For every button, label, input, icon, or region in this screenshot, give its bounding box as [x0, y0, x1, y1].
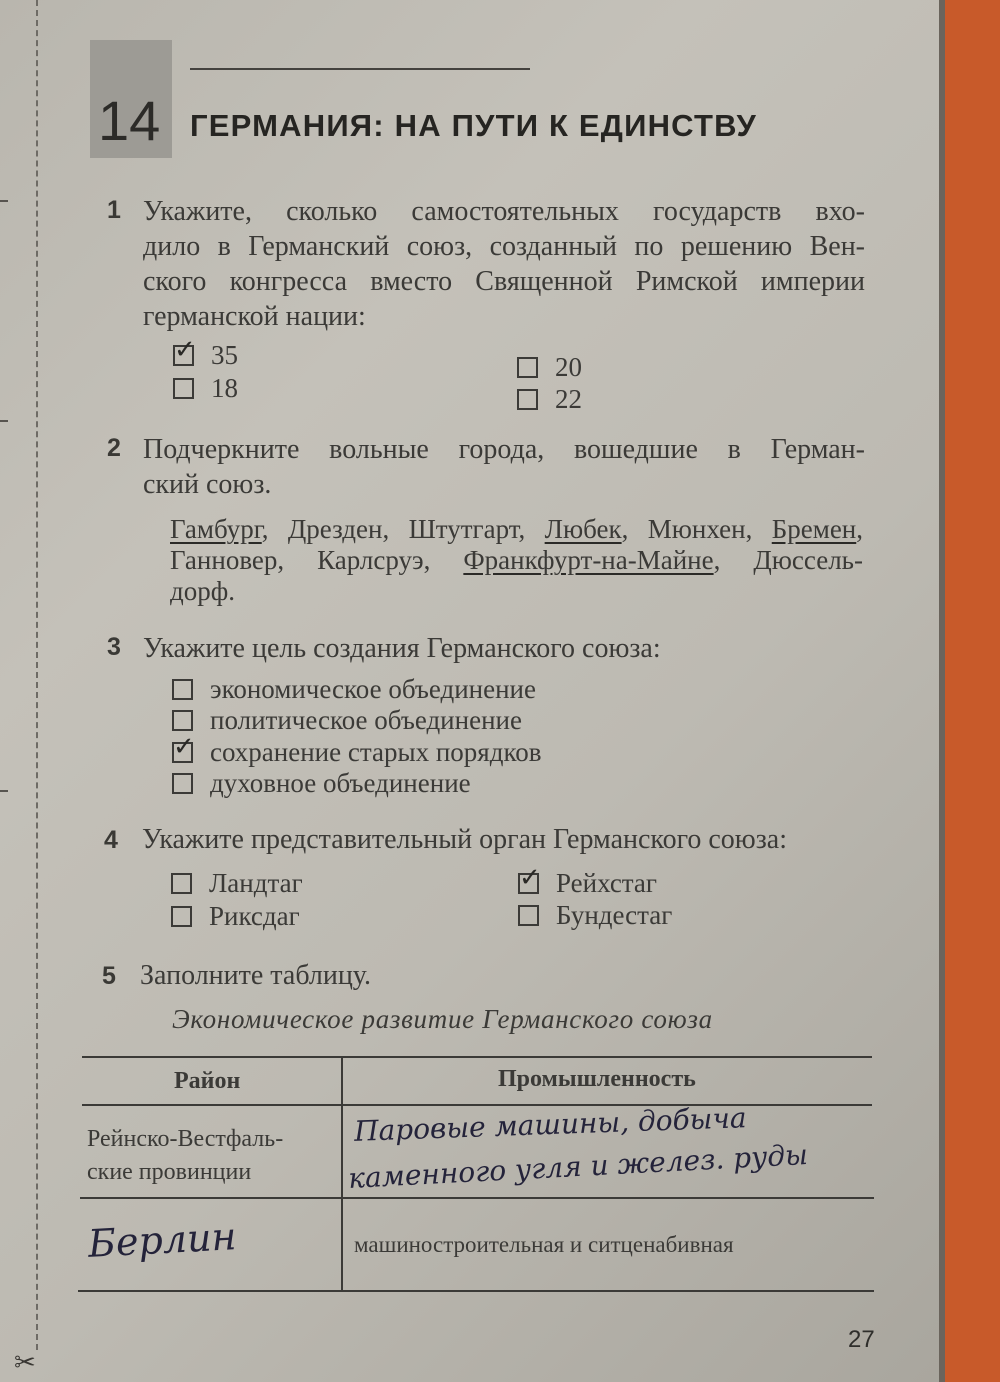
- margin-tick: [0, 420, 8, 422]
- margin-tick: [0, 790, 8, 792]
- question-text: Укажите представительный орган Германского союза:: [142, 824, 787, 855]
- option-checkbox-riksdag[interactable]: [171, 901, 300, 932]
- question-number: 2: [107, 434, 121, 462]
- handwritten-answer[interactable]: Паровые машины, добыча: [353, 1101, 748, 1148]
- city-list-line: [170, 545, 863, 576]
- handwritten-answer[interactable]: Берлин: [86, 1214, 238, 1266]
- question-text-line: дило в Германский союз, созданный по решению Вен-: [143, 231, 865, 262]
- question-text: Укажите цель создания Германского союза:: [143, 633, 661, 664]
- city-text: Ганновер, Карлсруэ,: [170, 545, 464, 575]
- table-rule: [82, 1104, 872, 1106]
- option-label: Ландтаг: [209, 868, 303, 898]
- option-label: политическое объединение: [210, 705, 522, 735]
- checkbox-checked-icon[interactable]: [518, 873, 539, 894]
- option-checkbox-22[interactable]: [517, 384, 582, 415]
- table-column-divider: [341, 1056, 343, 1290]
- city-text: дорф.: [170, 576, 235, 606]
- option-label: Рейхстаг: [556, 868, 657, 898]
- option-label: Бундестаг: [556, 900, 673, 930]
- checkbox-icon[interactable]: [172, 710, 193, 731]
- question-number: 3: [107, 633, 121, 661]
- checkbox-icon[interactable]: [173, 378, 194, 399]
- question-text-line: ского конгресса вместо Священной Римской империи: [143, 266, 865, 297]
- checkbox-checked-icon[interactable]: [172, 742, 193, 763]
- city-lubeck[interactable]: Любек: [544, 514, 622, 544]
- checkbox-icon[interactable]: [517, 357, 538, 378]
- margin-tick: [0, 200, 8, 202]
- page-title: ГЕРМАНИЯ: НА ПУТИ К ЕДИНСТВУ: [190, 108, 758, 143]
- table-rule: [78, 1290, 874, 1292]
- city-hamburg[interactable]: Гамбург: [170, 514, 262, 544]
- option-checkbox-bundestag[interactable]: [518, 900, 672, 931]
- cell-industry: машиностроительная и ситценабивная: [354, 1232, 734, 1257]
- question-number: 4: [104, 826, 118, 854]
- cell-region: Рейнско-Вестфаль-: [87, 1126, 284, 1152]
- option-checkbox-landtag[interactable]: [171, 868, 303, 899]
- table-rule: [80, 1197, 874, 1199]
- option-label: сохранение старых порядков: [210, 737, 542, 767]
- option-checkbox-20[interactable]: [517, 352, 582, 383]
- lesson-number-box: [90, 40, 172, 158]
- header-industry: Промышленность: [498, 1066, 696, 1092]
- table-caption: Экономическое развитие Германского союза: [172, 1004, 713, 1034]
- cut-line: [36, 0, 38, 1350]
- city-frankfurt[interactable]: Франкфурт-на-Майне: [463, 545, 714, 575]
- option-label: 35: [211, 340, 238, 370]
- city-text: ,: [856, 514, 864, 544]
- option-label: 22: [555, 384, 582, 414]
- option-label: 20: [555, 352, 582, 382]
- checkbox-icon[interactable]: [171, 906, 192, 927]
- city-list-line: [170, 576, 863, 607]
- question-number: 5: [102, 962, 116, 990]
- option-label: Риксдаг: [209, 901, 300, 931]
- checkbox-icon[interactable]: [518, 905, 539, 926]
- city-list-line: [170, 514, 863, 545]
- checkbox-checked-icon[interactable]: [173, 345, 194, 366]
- question-text-line: Подчеркните вольные города, вошедшие в Герман-: [143, 434, 865, 465]
- question-text-line: германской нации:: [143, 301, 366, 332]
- question-text-line: Укажите, сколько самостоятельных государств вхо-: [143, 196, 865, 227]
- checkbox-icon[interactable]: [517, 389, 538, 410]
- option-label: 18: [211, 373, 238, 403]
- lesson-number: 14: [98, 89, 161, 152]
- handwritten-answer[interactable]: каменного угля и желез. руды: [347, 1137, 809, 1196]
- city-bremen[interactable]: Бремен: [771, 514, 857, 544]
- option-checkbox-old-order[interactable]: [172, 737, 541, 768]
- option-checkbox-political[interactable]: [172, 705, 522, 736]
- checkbox-icon[interactable]: [171, 873, 192, 894]
- checkbox-icon[interactable]: [172, 773, 193, 794]
- scissors-icon: ✂: [14, 1348, 36, 1378]
- question-text: Заполните таблицу.: [140, 960, 371, 991]
- table-rule: [82, 1056, 872, 1058]
- city-text: , Дрезден, Штутгарт,: [261, 514, 545, 544]
- header-region: Район: [174, 1068, 241, 1094]
- option-label: экономическое объединение: [210, 674, 536, 704]
- city-text: , Дюссель-: [713, 545, 863, 575]
- checkbox-icon[interactable]: [172, 679, 193, 700]
- cell-region: ские провинции: [87, 1159, 252, 1185]
- option-checkbox-18[interactable]: [173, 373, 238, 404]
- question-number: 1: [107, 196, 121, 224]
- option-checkbox-35[interactable]: [173, 340, 238, 371]
- city-text: , Мюнхен,: [621, 514, 772, 544]
- book-cover-edge: [945, 0, 1000, 1382]
- title-rule: [190, 68, 530, 70]
- option-checkbox-economic[interactable]: [172, 674, 536, 705]
- option-checkbox-spiritual[interactable]: [172, 768, 471, 799]
- question-text-line: ский союз.: [143, 469, 272, 500]
- page-number: 27: [848, 1326, 875, 1353]
- option-checkbox-reichstag[interactable]: [518, 868, 657, 899]
- option-label: духовное объединение: [210, 768, 471, 798]
